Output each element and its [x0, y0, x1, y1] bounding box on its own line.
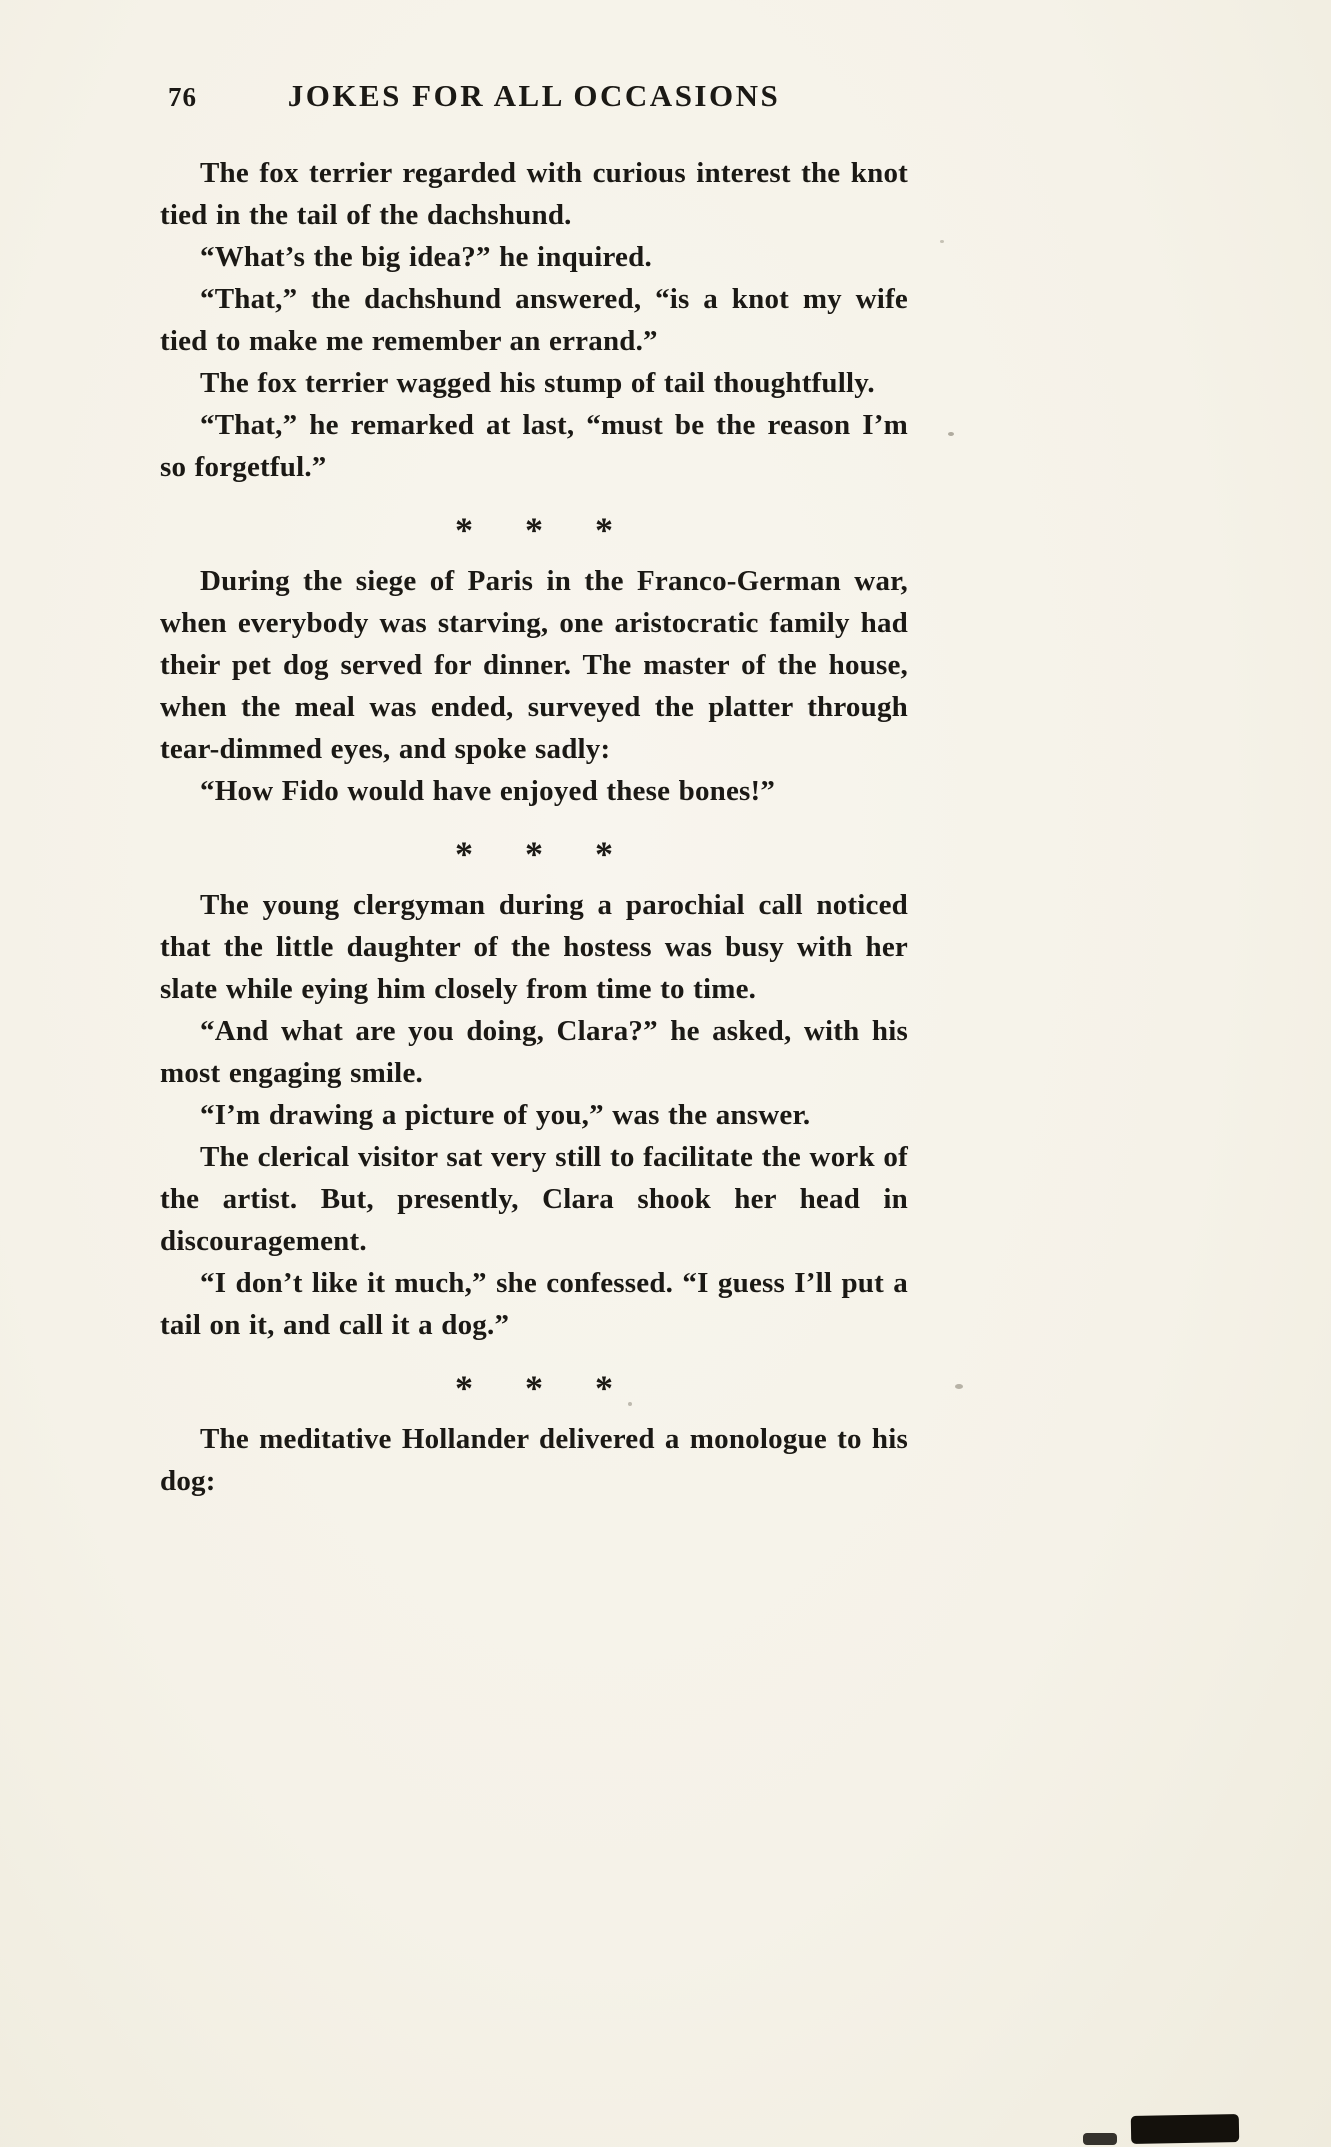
- running-title: JOKES FOR ALL OCCASIONS: [287, 78, 781, 113]
- joke-paragraph: During the siege of Paris in the Franco-German war, when everybody was starving, one aristocratic family had their pet dog served for dinner. The master of the house, when the meal was ended, surveyed the platter through tear-dimmed eyes, and spoke sadly:: [160, 565, 908, 765]
- page-header: [160, 78, 908, 120]
- joke-paragraph: The meditative Hollander delivered a monologue to his dog:: [160, 1423, 908, 1497]
- page-content: [160, 152, 908, 1502]
- joke-paragraph: “That,” he remarked at last, “must be the reason I’m so forgetful.”: [160, 409, 908, 483]
- asterisk-glyph: *: [455, 510, 473, 550]
- joke-paragraph: “I don’t like it much,” she confessed. “I guess I’ll put a tail on it, and call it a dog.”: [160, 1267, 908, 1341]
- asterisk-glyph: *: [595, 510, 613, 550]
- asterisk-glyph: *: [455, 834, 473, 874]
- joke-paragraph: “I’m drawing a picture of you,” was the answer.: [200, 1099, 811, 1131]
- scan-speck: [948, 432, 954, 436]
- asterisk-glyph: *: [595, 834, 613, 874]
- page-number: 76: [168, 82, 197, 112]
- asterisk-glyph: *: [595, 1368, 613, 1408]
- joke-paragraph: The fox terrier regarded with curious interest the knot tied in the tail of the dachshund.: [160, 157, 908, 231]
- joke-paragraph: The fox terrier wagged his stump of tail thoughtfully.: [200, 367, 875, 399]
- asterisk-glyph: *: [455, 1368, 473, 1408]
- asterisk-glyph: *: [525, 1368, 543, 1408]
- joke-paragraph: “What’s the big idea?” he inquired.: [200, 241, 652, 273]
- book-page: [160, 78, 908, 1502]
- section-divider: [160, 504, 908, 550]
- joke-paragraph: The young clergyman during a parochial call noticed that the little daughter of the hostess was busy with her slate while eying him closely from time to time.: [160, 889, 908, 1005]
- joke-paragraph: “How Fido would have enjoyed these bones!”: [200, 775, 776, 807]
- asterisk-glyph: *: [525, 510, 543, 550]
- section-divider: [160, 828, 908, 874]
- scan-speck: [940, 240, 944, 243]
- scan-speck: [955, 1384, 963, 1389]
- joke-paragraph: The clerical visitor sat very still to facilitate the work of the artist. But, presently, Clara shook her head in discouragement.: [160, 1141, 908, 1257]
- joke-paragraph: “And what are you doing, Clara?” he asked, with his most engaging smile.: [160, 1015, 908, 1089]
- asterisk-glyph: *: [525, 834, 543, 874]
- joke-paragraph: “That,” the dachshund answered, “is a knot my wife tied to make me remember an errand.”: [160, 283, 908, 357]
- scan-artifact: [1131, 2114, 1239, 2144]
- section-divider: [160, 1362, 908, 1408]
- scan-artifact: [1083, 2133, 1117, 2145]
- scan-speck: [628, 1402, 632, 1406]
